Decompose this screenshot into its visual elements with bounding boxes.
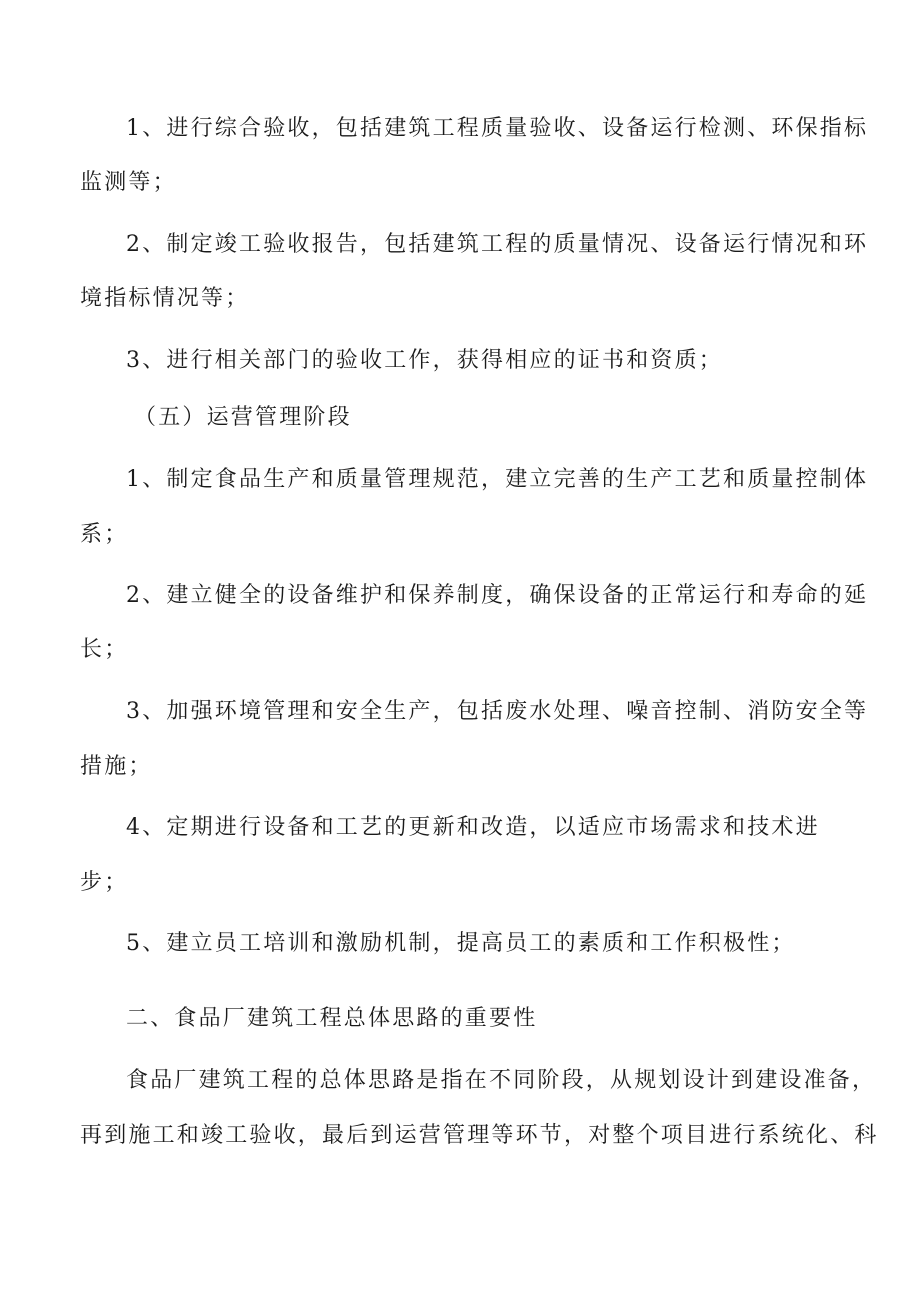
paragraph-acceptance-1-line-2: 监测等；: [80, 170, 177, 195]
paragraph-operation-2-line-1: 2、建立健全的设备维护和保养制度，确保设备的正常运行和寿命的延: [126, 583, 869, 608]
paragraph-operation-3-line-2: 措施；: [80, 754, 153, 779]
paragraph-acceptance-2-line-2: 境指标情况等；: [80, 286, 250, 311]
paragraph-operation-3-line-1: 3、加强环境管理和安全生产，包括废水处理、噪音控制、消防安全等: [126, 699, 869, 724]
paragraph-acceptance-1-line-1: 1、进行综合验收，包括建筑工程质量验收、设备运行检测、环保指标: [126, 116, 869, 141]
paragraph-importance-line-1: 食品厂建筑工程的总体思路是指在不同阶段，从规划设计到建设准备，: [126, 1068, 877, 1093]
section-heading-importance: 二、食品厂建筑工程总体思路的重要性: [126, 1006, 538, 1031]
paragraph-operation-5: 5、建立员工培训和激励机制，提高员工的素质和工作积极性；: [126, 931, 796, 956]
paragraph-operation-4-line-2: 步；: [80, 870, 129, 895]
paragraph-operation-1-line-1: 1、制定食品生产和质量管理规范，建立完善的生产工艺和质量控制体: [126, 467, 869, 492]
paragraph-acceptance-2-line-1: 2、制定竣工验收报告，包括建筑工程的质量情况、设备运行情况和环: [126, 232, 869, 257]
paragraph-operation-2-line-2: 长；: [80, 637, 129, 662]
paragraph-operation-4-line-1: 4、定期进行设备和工艺的更新和改造，以适应市场需求和技术进: [126, 815, 820, 840]
paragraph-acceptance-3: 3、进行相关部门的验收工作，获得相应的证书和资质；: [126, 348, 723, 373]
paragraph-importance-line-2: 再到施工和竣工验收，最后到运营管理等环节，对整个项目进行系统化、科: [80, 1123, 879, 1148]
heading-operation-stage: （五）运营管理阶段: [134, 405, 352, 430]
paragraph-operation-1-line-2: 系；: [80, 522, 129, 547]
